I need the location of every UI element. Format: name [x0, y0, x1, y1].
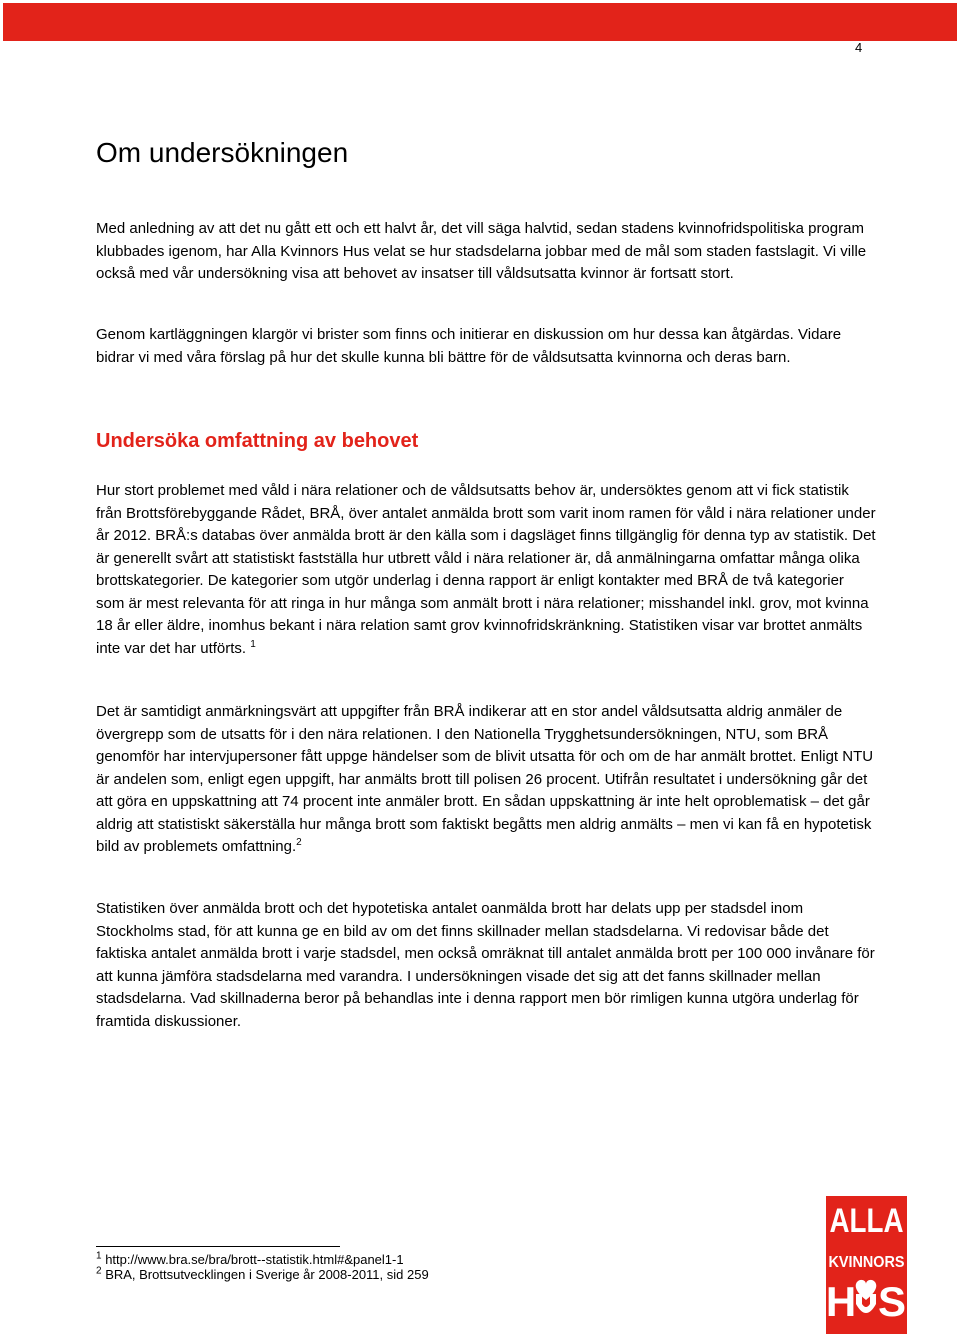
- footnote-mark-1: 1: [96, 1250, 102, 1262]
- footnote-divider: [96, 1246, 340, 1247]
- logo-text-h: H: [825, 1278, 857, 1325]
- header-bar: [3, 3, 957, 41]
- footnote-text-2: BRA, Brottsutvecklingen i Sverige år 2008-2011, sid 259: [105, 1267, 429, 1282]
- footnote-text-1: http://www.bra.se/bra/brott--statistik.html#&panel1-1: [105, 1252, 404, 1267]
- page-title: Om undersökningen: [96, 137, 349, 168]
- body-paragraph-3: Statistiken över anmälda brott och det hypotetiska antalet oanmälda brott har delats upp per stadsdel inom Stockholms stad, för att kunna ge en bild av om det finns skillnader mellan stadsdelarna. Vi redovisar både det faktiska antalet anmälda brott i varje stadsdel, men också omräknat till antalet anmälda brott per 100 000 invånare för att kunna jämföra stadsdelarna med varandra. I undersökningen visade det sig att det fanns skillnader mellan stadsdelarna. Vad skillnaderna beror på behandlas inte i denna rapport men bör rimligen kunna utgöra underlag för framtida diskussioner.: [96, 900, 875, 1030]
- footnote-ref-2: 2: [296, 837, 302, 848]
- intro-paragraph-1: Med anledning av att det nu gått ett och ett halvt år, det vill säga halvtid, sedan stadens kvinnofridspolitiska program klubbades igenom, har Alla Kvinnors Hus velat se hur stadsdelarna jobbar med de mål som staden fastslagit. Vi ville också med vår undersökning visa att behovet av insatser till våldsutsatta kvinnor är fortsatt stort.: [96, 220, 867, 282]
- body-paragraph-1: [96, 480, 876, 660]
- footnote-mark-2: 2: [96, 1265, 102, 1277]
- intro-paragraph-2: Genom kartläggningen klargör vi brister som finns och initierar en diskussion om hur dessa kan åtgärdas. Vidare bidrar vi med våra förslag på hur det skulle kunna bli bättre för de våldsutsatta kvinnorna och deras barn.: [96, 326, 842, 366]
- logo-text-alla: ALLA: [829, 1202, 904, 1240]
- footnote-2: [96, 1267, 696, 1282]
- section-heading: Undersöka omfattning av behovet: [96, 430, 419, 452]
- logo-text-kvinnors: KVINNORS: [828, 1254, 905, 1271]
- body-paragraph-2: [96, 701, 876, 859]
- footnote-1: [96, 1252, 696, 1267]
- body-paragraph-1-text: Hur stort problemet med våld i nära relationer och de våldsutsatts behov är, undersöktes genom att vi fick statistik från Brottsförebyggande Rådet, BRÅ, över antalet anmälda brott som varit inom ramen för våld i nära relationer under år 2012. BRÅ:s databas över anmälda brott är den källa som i dagsläget finns tillgänglig för denna typ av statistik. Det är generellt svårt att statistiskt fastställa hur utbrett våld i nära relationer är, då anmälningarna omfattar många olika brottskategorier. De kategorier som utgör underlag i denna rapport är enligt kontakter med BRÅ de två kategorier som är mest relevanta för att ringa in hur många som anmält brott i nära relationer; misshandel inkl. grov, mot kvinna 18 år eller äldre, inomhus bekant i nära relation samt grov kvinnofridskränkning. Statistiken visar var brottet anmälts inte var det har utförts.: [96, 482, 876, 657]
- body-paragraph-2-text: Det är samtidigt anmärkningsvärt att uppgifter från BRÅ indikerar att en stor andel våldsutsatta aldrig anmäler de övergrepp som de utsatts för i den nära relationen. I den Nationella Trygghetsundersökningen, NTU, som BRÅ genomför har intervjupersoner fått uppge händelser som de blivit utsatta för och om de har anmält brottet. Enligt NTU är andelen som, enligt egen uppgift, har anmälts brott till polisen 26 procent. Utifrån resultatet i undersökning går det att göra en uppskattning att 74 procent inte anmäler brott. En sådan uppskattning är inte helt oproblematisk – det går aldrig att statistiskt säkerställa hur många brott som faktiskt begåtts men aldrig anmälts – men vi kan få en hypotetisk bild av problemets omfattning.: [96, 703, 874, 855]
- footnote-ref-1: 1: [250, 638, 256, 650]
- logo-text-s: S: [877, 1278, 907, 1325]
- footnotes: [96, 1252, 696, 1282]
- alla-kvinnors-hus-logo: [826, 1196, 907, 1334]
- page-number: 4: [855, 40, 863, 55]
